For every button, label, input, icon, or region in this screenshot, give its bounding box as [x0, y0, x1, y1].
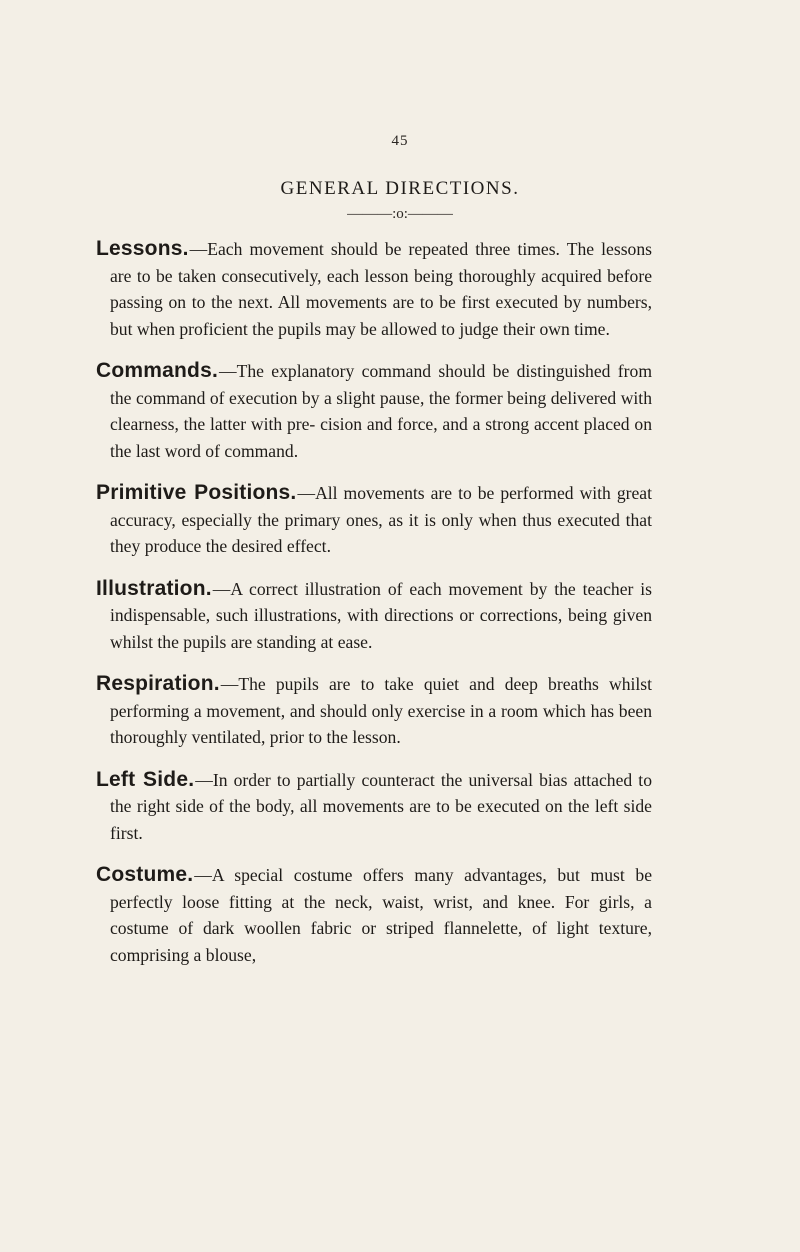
section-commands — [96, 358, 652, 464]
section-text: —In order to partially counteract the universal bias attached to the right side of the body, all movements are to be executed on the left side first. — [110, 769, 652, 843]
section-title: Costume. — [96, 863, 194, 886]
section-text: —Each movement should be repeated three times. The lessons are to be taken consecutively, each lesson being thoroughly acquired before passing on to the next. All movements are to be first executed by numbers, but when proficient the pupils may be allowed to judge their own time. — [110, 239, 652, 339]
section-text: —All movements are to be performed with great accuracy, especially the primary ones, as it is only when thus executed that they produce the desired effect. — [110, 483, 652, 556]
section-respiration — [96, 671, 652, 751]
section-text: —A special costume offers many advantages, but must be perfectly loose fitting at the neck, waist, wrist, and knee. For girls, a costume of dark woollen fabric or striped flannelette, of light texture, comprising a blouse, — [110, 865, 652, 965]
heading-divider: ———:o:——— — [347, 206, 453, 222]
section-illustration — [96, 576, 652, 656]
page-number: 45 — [391, 133, 409, 149]
section-text: —A correct illustration of each movement by the teacher is indispensable, such illustrations, with directions or corrections, being given whilst the pupils are standing at ease. — [110, 578, 652, 652]
directions-content — [96, 236, 652, 984]
section-primitive-positions — [96, 480, 652, 560]
section-title: Primitive Positions. — [96, 481, 297, 504]
section-title: Left Side. — [96, 767, 195, 791]
section-title: Illustration. — [96, 576, 212, 600]
page-heading: GENERAL DIRECTIONS. — [280, 178, 520, 199]
section-left-side — [96, 767, 652, 847]
section-title: Respiration. — [96, 672, 220, 695]
section-lessons — [96, 236, 652, 342]
section-title: Commands. — [96, 359, 218, 382]
section-text: —The explanatory command should be distinguished from the command of execution by a slight pause, the former being delivered with clearness, the latter with pre- cision and force, and a strong accent placed on the last word of command. — [110, 361, 652, 461]
section-text: —The pupils are to take quiet and deep breaths whilst performing a movement, and should only exercise in a room which has been thoroughly ventilated, prior to the lesson. — [110, 674, 652, 747]
section-title: Lessons. — [96, 237, 189, 260]
section-costume — [96, 862, 652, 968]
